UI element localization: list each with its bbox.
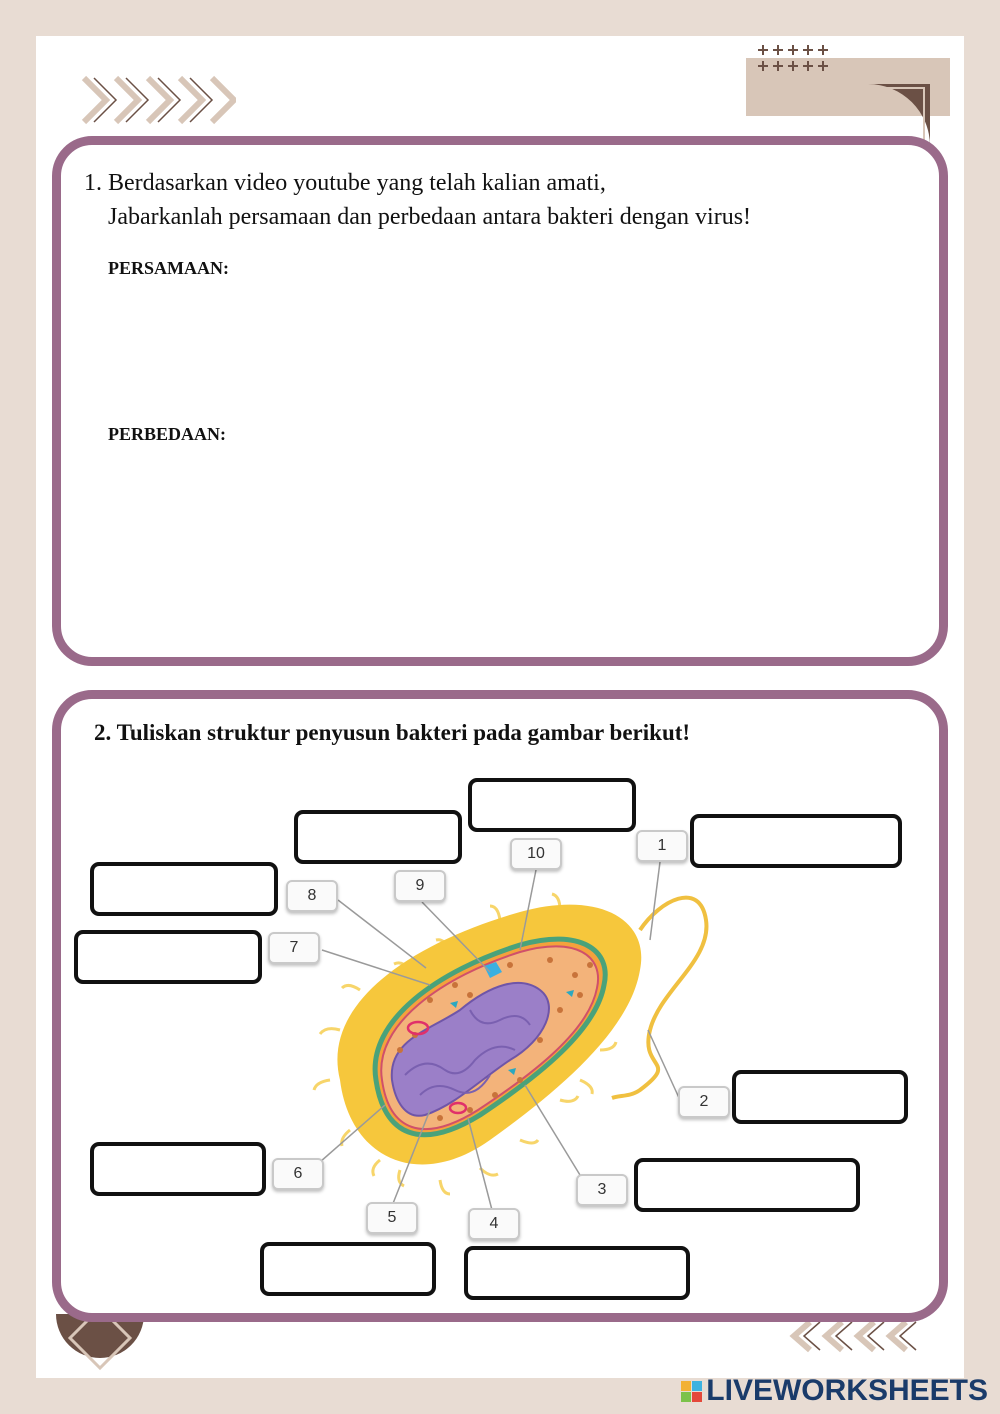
differences-label: PERBEDAAN: (108, 424, 227, 444)
brand-name: LIVEWORKSHEETS (706, 1374, 988, 1407)
question-2-title: 2. Tuliskan struktur penyusun bakteri pada gambar berikut! (94, 720, 691, 745)
answer-box-7[interactable] (74, 930, 262, 984)
answer-box-5[interactable] (260, 1242, 436, 1296)
label-tag-9: 9 (394, 870, 446, 902)
label-tag-10: 10 (510, 838, 562, 870)
answer-box-3[interactable] (634, 1158, 860, 1212)
label-tag-1: 1 (636, 830, 688, 862)
label-tag-2: 2 (678, 1086, 730, 1118)
label-tag-6: 6 (272, 1158, 324, 1190)
answer-box-6[interactable] (90, 1142, 266, 1196)
liveworksheets-logo-icon (681, 1381, 702, 1402)
label-tag-8: 8 (286, 880, 338, 912)
answer-box-10[interactable] (468, 778, 636, 832)
question-1-line-1: Berdasarkan video youtube yang telah kalian amati, (108, 170, 606, 196)
liveworksheets-brand[interactable] (681, 1374, 988, 1408)
question-1-number: 1. (84, 170, 102, 196)
label-tag-7: 7 (268, 932, 320, 964)
answer-box-9[interactable] (294, 810, 462, 864)
answer-box-8[interactable] (90, 862, 278, 916)
label-tag-4: 4 (468, 1208, 520, 1240)
answer-box-1[interactable] (690, 814, 902, 868)
answer-box-2[interactable] (732, 1070, 908, 1124)
question-1-line-2: Jabarkanlah persamaan dan perbedaan antara bakteri dengan virus! (108, 204, 752, 230)
label-tag-5: 5 (366, 1202, 418, 1234)
answer-box-4[interactable] (464, 1246, 690, 1300)
similarities-label: PERSAMAAN: (108, 258, 229, 278)
label-tag-3: 3 (576, 1174, 628, 1206)
